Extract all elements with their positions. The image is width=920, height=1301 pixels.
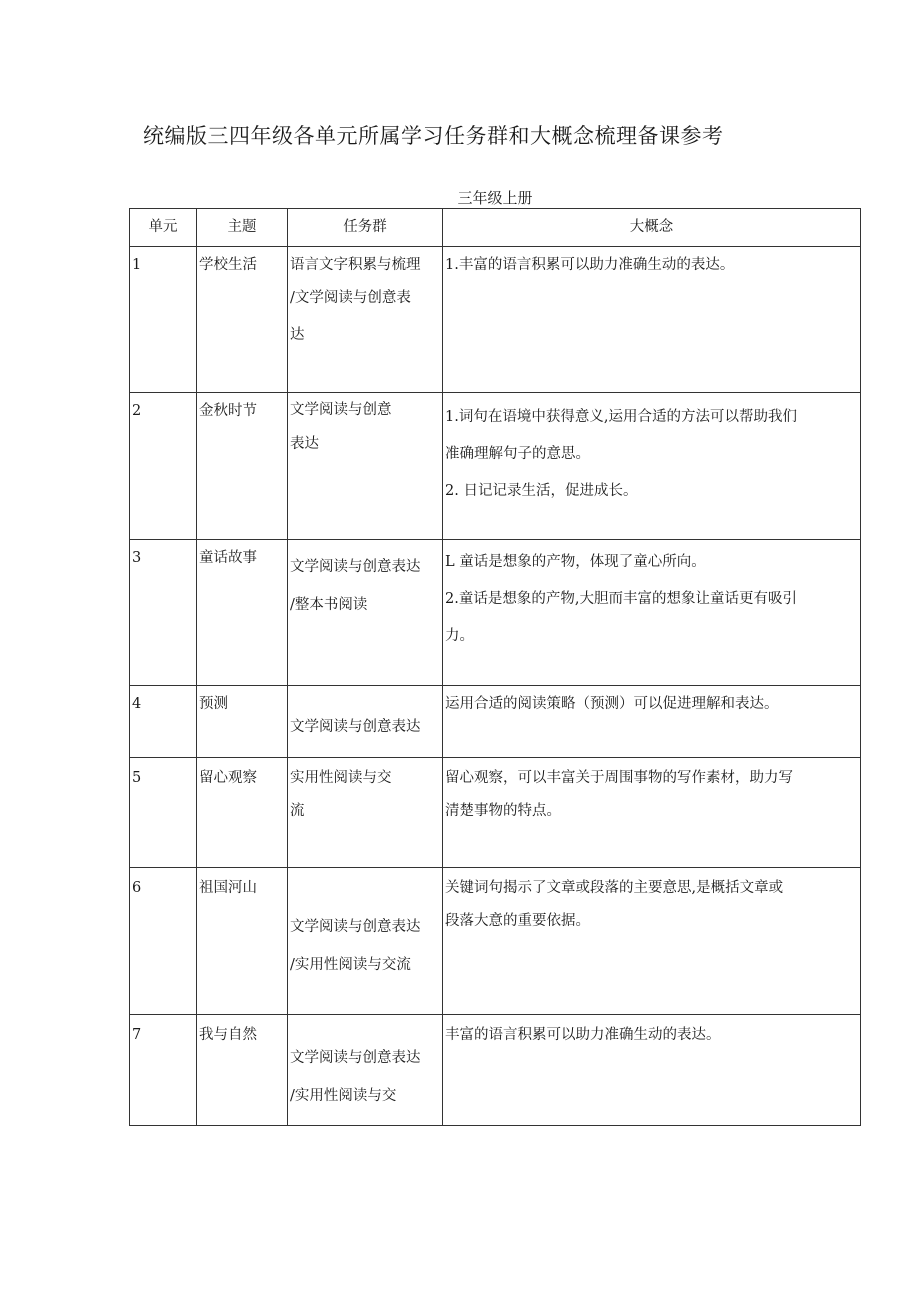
table-row — [130, 1015, 861, 1126]
unit-topic: 金秋时节 — [197, 393, 288, 540]
unit-topic: 留心观察 — [197, 758, 288, 868]
big-concept — [443, 758, 861, 868]
task-group-line: 文学阅读与创意表达 — [290, 559, 421, 575]
unit-number: 6 — [130, 868, 197, 1015]
unit-topic: 学校生活 — [197, 247, 288, 393]
big-concept — [443, 393, 861, 540]
task-group — [288, 868, 443, 1015]
task-group — [288, 540, 443, 686]
table-row — [130, 758, 861, 868]
task-group-line: 语言文字积累与梳理 — [290, 257, 421, 273]
big-concept-line: 运用合适的阅读策略（预测）可以促进理解和表达。 — [445, 696, 779, 712]
table-caption: 三年级上册 — [457, 189, 533, 207]
task-group — [288, 247, 443, 393]
table-row — [130, 868, 861, 1015]
table-row — [130, 247, 861, 393]
unit-number: 7 — [130, 1015, 197, 1126]
big-concept-line: 准确理解句子的意思。 — [445, 446, 590, 462]
task-group-line: 文学阅读与创意表达 — [290, 919, 421, 935]
big-concept-line: 留心观察，可以丰富关于周围事物的写作素材，助力写 — [445, 770, 793, 786]
unit-number: 1 — [130, 247, 197, 393]
unit-topic: 童话故事 — [197, 540, 288, 686]
task-group-line: /实用性阅读与交 — [290, 1088, 397, 1104]
big-concept-line: 丰富的语言积累可以助力准确生动的表达。 — [445, 1027, 721, 1043]
task-group-line: 达 — [290, 327, 305, 343]
big-concept-line: 1.丰富的语言积累可以助力准确生动的表达。 — [445, 257, 735, 273]
table-row — [130, 686, 861, 758]
header-big-concept: 大概念 — [443, 209, 861, 247]
big-concept-line: 2. 日记记录生活，促进成长。 — [445, 483, 638, 499]
document-title: 统编版三四年级各单元所属学习任务群和大概念梳理备课参考 — [143, 124, 724, 148]
task-group-line: /文学阅读与创意表 — [290, 290, 411, 306]
unit-number: 3 — [130, 540, 197, 686]
header-task-group: 任务群 — [288, 209, 443, 247]
table-row — [130, 393, 861, 540]
big-concept-line: 1.词句在语境中获得意义,运用合适的方法可以帮助我们 — [445, 409, 797, 425]
task-group-line: /实用性阅读与交流 — [290, 957, 411, 973]
task-group — [288, 758, 443, 868]
task-group — [288, 393, 443, 540]
table-header-row — [130, 209, 861, 247]
unit-number: 2 — [130, 393, 197, 540]
big-concept-line: 段落大意的重要依据。 — [445, 913, 590, 929]
big-concept-line: L 童话是想象的产物，体现了童心所向。 — [445, 554, 706, 570]
task-group — [288, 1015, 443, 1126]
big-concept — [443, 686, 861, 758]
task-group-line: 流 — [290, 803, 305, 819]
big-concept — [443, 540, 861, 686]
task-group-line: 文学阅读与创意 — [290, 402, 392, 418]
big-concept — [443, 1015, 861, 1126]
unit-topic: 祖国河山 — [197, 868, 288, 1015]
big-concept — [443, 247, 861, 393]
big-concept-line: 力。 — [445, 628, 474, 644]
task-group-line: 文学阅读与创意表达 — [290, 1050, 421, 1066]
big-concept-line: 清楚事物的特点。 — [445, 803, 561, 819]
unit-topic: 我与自然 — [197, 1015, 288, 1126]
task-group-line: 文学阅读与创意表达 — [290, 719, 421, 735]
big-concept — [443, 868, 861, 1015]
table-row — [130, 540, 861, 686]
unit-topic: 预测 — [197, 686, 288, 758]
big-concept-line: 关键词句揭示了文章或段落的主要意思,是概括文章或 — [445, 880, 784, 896]
task-group-line: /整本书阅读 — [290, 597, 368, 613]
task-group — [288, 686, 443, 758]
task-group-line: 表达 — [290, 436, 319, 452]
header-unit: 单元 — [130, 209, 197, 247]
big-concept-line: 2.童话是想象的产物,大胆而丰富的想象让童话更有吸引 — [445, 591, 797, 607]
unit-number: 5 — [130, 758, 197, 868]
unit-number: 4 — [130, 686, 197, 758]
task-group-line: 实用性阅读与交 — [290, 770, 392, 786]
header-topic: 主题 — [197, 209, 288, 247]
unit-plan-table — [129, 208, 861, 1126]
